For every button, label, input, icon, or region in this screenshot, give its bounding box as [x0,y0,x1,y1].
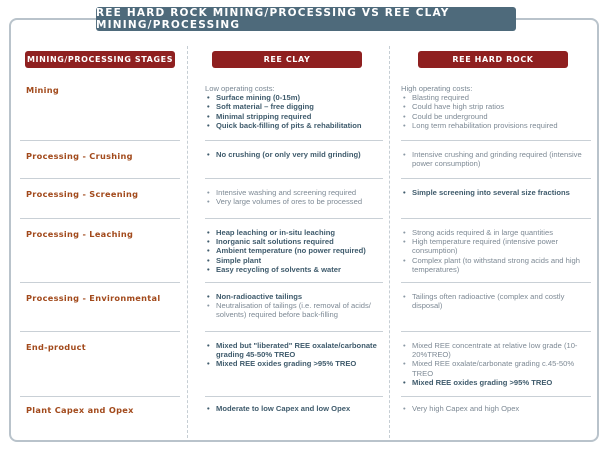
clay-bullet-list [205,404,383,413]
row-divider [20,331,180,332]
stage-label: Mining [26,85,60,95]
bullet-item: • Very large volumes of ores to be processed [205,197,383,206]
column-separator-2 [389,46,390,438]
bullet-item: • Simple screening into several size fractions [401,188,591,197]
clay-bullet-list [205,228,383,274]
row-divider [205,218,383,219]
stage-label: Processing - Crushing [26,151,133,161]
bullet-item: • Mixed REE concentrate at relative low grade (10-20%TREO) [401,341,591,359]
hard-bullet-list [401,150,591,168]
header-ree-clay: REE CLAY [212,51,362,68]
bullet-item: • Long term rehabilitation provisions required [401,121,591,130]
clay-cell [205,404,383,413]
row-divider [205,140,383,141]
hard-cell [401,228,591,274]
header-ree-hard-rock: REE HARD ROCK [418,51,568,68]
bullet-item: • Surface mining (0-15m) [205,93,383,102]
bullet-item: • Heap leaching or in-situ leaching [205,228,383,237]
row-divider [20,140,180,141]
stage-label: Plant Capex and Opex [26,405,134,415]
hard-bullet-list [401,404,591,413]
bullet-item: • Easy recycling of solvents & water [205,265,383,274]
bullet-item: • Intensive washing and screening required [205,188,383,197]
hard-cell [401,150,591,168]
bullet-item: • Mixed REE oxalate/carbonate grading c.45-50% TREO [401,359,591,377]
bullet-item: • Ambient temperature (no power required) [205,246,383,255]
row-divider [205,331,383,332]
clay-bullet-list [205,188,383,206]
bullet-item: • High temperature required (intensive power consumption) [401,237,591,255]
header-stages: MINING/PROCESSING STAGES [25,51,175,68]
clay-cell [205,84,383,130]
stage-label: Processing - Screening [26,189,139,199]
bullet-item: • Could have high strip ratios [401,102,591,111]
clay-bullet-list [205,341,383,369]
row-divider [20,178,180,179]
hard-bullet-list [401,188,591,197]
hard-intro: High operating costs: [401,84,473,93]
clay-cell [205,292,383,320]
bullet-item: • Complex plant (to withstand strong acids and high temperatures) [401,256,591,274]
row-divider [205,282,383,283]
bullet-item: • Could be underground [401,112,591,121]
clay-intro: Low operating costs: [205,84,275,93]
row-divider [20,218,180,219]
bullet-item: • Quick back-filling of pits & rehabilitation [205,121,383,130]
clay-bullet-list [205,93,383,130]
clay-cell [205,341,383,369]
stage-label: Processing - Environmental [26,293,161,303]
row-divider [205,396,383,397]
row-divider [401,331,591,332]
row-divider [401,218,591,219]
row-divider [20,396,180,397]
bullet-item: • Soft material – free digging [205,102,383,111]
column-separator-1 [187,46,188,438]
hard-cell [401,84,591,130]
row-divider [20,282,180,283]
bullet-item: • Strong acids required & in large quantities [401,228,591,237]
clay-bullet-list [205,292,383,320]
bullet-item: • Mixed REE oxides grading >95% TREO [205,359,383,368]
clay-bullet-list [205,150,383,159]
row-divider [401,178,591,179]
hard-cell [401,341,591,387]
clay-cell [205,188,383,206]
clay-cell [205,150,383,159]
hard-cell [401,404,591,413]
bullet-item: • Minimal stripping required [205,112,383,121]
bullet-item: • Simple plant [205,256,383,265]
bullet-item: • Moderate to low Capex and low Opex [205,404,383,413]
bullet-item: • Intensive crushing and grinding required (intensive power consumption) [401,150,591,168]
bullet-item: • Blasting required [401,93,591,102]
row-divider [401,282,591,283]
row-divider [401,396,591,397]
hard-bullet-list [401,228,591,274]
bullet-item: • Mixed REE oxides grading >95% TREO [401,378,591,387]
hard-bullet-list [401,93,591,130]
hard-bullet-list [401,341,591,387]
title-banner: REE HARD ROCK MINING/PROCESSING VS REE CLAY MINING/PROCESSING [96,7,516,31]
clay-cell [205,228,383,274]
bullet-item: • Neutralisation of tailings (i.e. removal of acids/ solvents) required before back-filling [205,301,383,319]
bullet-item: • No crushing (or only very mild grinding) [205,150,383,159]
bullet-item: • Inorganic salt solutions required [205,237,383,246]
row-divider [401,140,591,141]
stage-label: End-product [26,342,86,352]
bullet-item: • Mixed but "liberated" REE oxalate/carbonate grading 45-50% TREO [205,341,383,359]
hard-cell [401,188,591,197]
bullet-item: • Non-radioactive tailings [205,292,383,301]
bullet-item: • Tailings often radioactive (complex and costly disposal) [401,292,591,310]
hard-cell [401,292,591,310]
hard-bullet-list [401,292,591,310]
stage-label: Processing - Leaching [26,229,134,239]
bullet-item: • Very high Capex and high Opex [401,404,591,413]
row-divider [205,178,383,179]
